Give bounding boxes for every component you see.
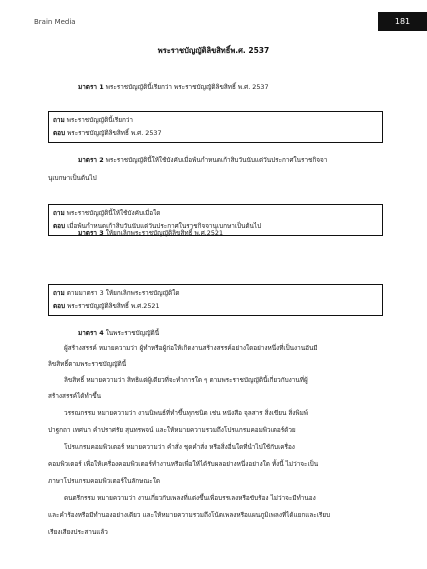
qa-2-answer-label: ตอบ	[53, 222, 66, 230]
definition-line: สร้างสรรค์ได้ทำขึ้น	[48, 392, 101, 400]
qa-3-question-label: ถาม	[53, 289, 65, 297]
definition-line: คอมพิวเตอร์ เพื่อให้เครื่องคอมพิวเตอร์ทำงานหรือเพื่อให้ได้รับผลอย่างหนึ่งอย่างใด ทั้งนี้ ไม่ว่าจะเป็น	[48, 460, 319, 468]
definition-line: และคำร้องหรือมีทำนองอย่างเดียว และให้หมายความรวมถึงโน้ตเพลงหรือแผนภูมิเพลงที่ได้แยกและเรียบ	[48, 511, 331, 519]
definition-line: ปาฐกถา เทศนา คำปราศรัย สุนทรพจน์ และให้หมายความรวมถึงโปรแกรมคอมพิวเตอร์ด้วย	[48, 426, 296, 434]
qa-1-question	[53, 114, 378, 127]
section-2-line-1	[78, 153, 327, 167]
section-1-text: พระราชบัญญัตินี้เรียกว่า พระราชบัญญัติลิขสิทธิ์ พ.ศ. 2537	[103, 83, 269, 91]
header-brand: Brain Media	[34, 18, 76, 26]
qa-3-answer-label: ตอบ	[53, 302, 66, 310]
section-2-line-2: นุเบกษาเป็นต้นไป	[48, 174, 97, 182]
section-3-label: มาตรา 3	[78, 229, 104, 237]
qa-3-answer	[53, 300, 378, 313]
qa-2-question-label: ถาม	[53, 209, 65, 217]
definition-line: โปรแกรมคอมพิวเตอร์ หมายความว่า คำสั่ง ชุดคำสั่ง หรือสิ่งอื่นใดที่นำไปใช้กับเครื่อง	[64, 443, 295, 451]
section-1	[78, 80, 269, 94]
document-title: พระราชบัญญัติลิขสิทธิ์พ.ศ. 2537	[157, 46, 270, 55]
qa-1-answer-label: ตอบ	[53, 129, 66, 137]
qa-3-question-text: ตามมาตรา 3 ให้ยกเลิกพระราชบัญญัติใด	[64, 289, 180, 297]
section-4-intro	[78, 326, 159, 340]
page-number-badge	[378, 12, 427, 31]
section-4-label: มาตรา 4	[78, 329, 104, 337]
definition-line: ภาษาโปรแกรมคอมพิวเตอร์ในลักษณะใด	[48, 477, 161, 485]
definition-line: ลิขสิทธิ์ หมายความว่า สิทธิแต่ผู้เดียวที่จะทำการใด ๆ ตามพระราชบัญญัตินี้เกี่ยวกับงานที่ผู้	[64, 376, 308, 384]
qa-1-question-label: ถาม	[53, 116, 65, 124]
section-3	[78, 226, 223, 240]
definition-line: เรียงเสียงประสานแล้ว	[48, 528, 108, 536]
qa-3-question	[53, 287, 378, 300]
section-2-text: พระราชบัญญัตินี้ให้ใช้บังคับเมื่อพ้นกำหนดเก้าสิบวันนับแต่วันประกาศในราชกิจจา	[103, 156, 328, 164]
qa-1-answer-text: พระราชบัญญัติลิขสิทธิ์ พ.ศ. 2537	[65, 129, 162, 137]
page-number: 181	[394, 17, 411, 26]
qa-box-3	[48, 284, 383, 316]
definition-line: วรรณกรรม หมายความว่า งานนิพนธ์ที่ทำขึ้นทุกชนิด เช่น หนังสือ จุลสาร สิ่งเขียน สิ่งพิมพ์	[64, 409, 309, 417]
definition-line: ดนตรีกรรม หมายความว่า งานเกี่ยวกับเพลงที่แต่งขึ้นเพื่อบรรเลงหรือขับร้อง ไม่ว่าจะมีทำนอง	[64, 494, 316, 502]
qa-1-question-text: พระราชบัญญัตินี้เรียกว่า	[64, 116, 134, 124]
section-4-intro-text: ในพระราชบัญญัตินี้	[103, 329, 160, 337]
qa-3-answer-text: พระราชบัญญัติลิขสิทธิ์ พ.ศ.2521	[65, 302, 160, 310]
section-3-text: ให้ยกเลิกพระราชบัญญัติลิขสิทธิ์ พ.ศ.2521	[103, 229, 224, 237]
qa-2-question-text: พระราชบัญญัตินี้ให้ใช้บังคับเมื่อใด	[64, 209, 161, 217]
section-2-label: มาตรา 2	[78, 156, 104, 164]
qa-2-answer-text: เมื่อพ้นกำหนดเก้าสิบวันนับแต่วันประกาศในราชกิจจานุเบกษาเป็นต้นไป	[65, 222, 262, 230]
section-1-label: มาตรา 1	[78, 83, 104, 91]
definition-line: ผู้สร้างสรรค์ หมายความว่า ผู้ทำหรือผู้ก่อให้เกิดงานสร้างสรรค์อย่างใดอย่างหนึ่งที่เป็นงานอันมี	[64, 344, 318, 352]
definition-line: ลิขสิทธิ์ตามพระราชบัญญัตินี้	[48, 360, 127, 368]
qa-2-question	[53, 207, 378, 220]
qa-box-1	[48, 111, 383, 143]
qa-1-answer	[53, 127, 378, 140]
